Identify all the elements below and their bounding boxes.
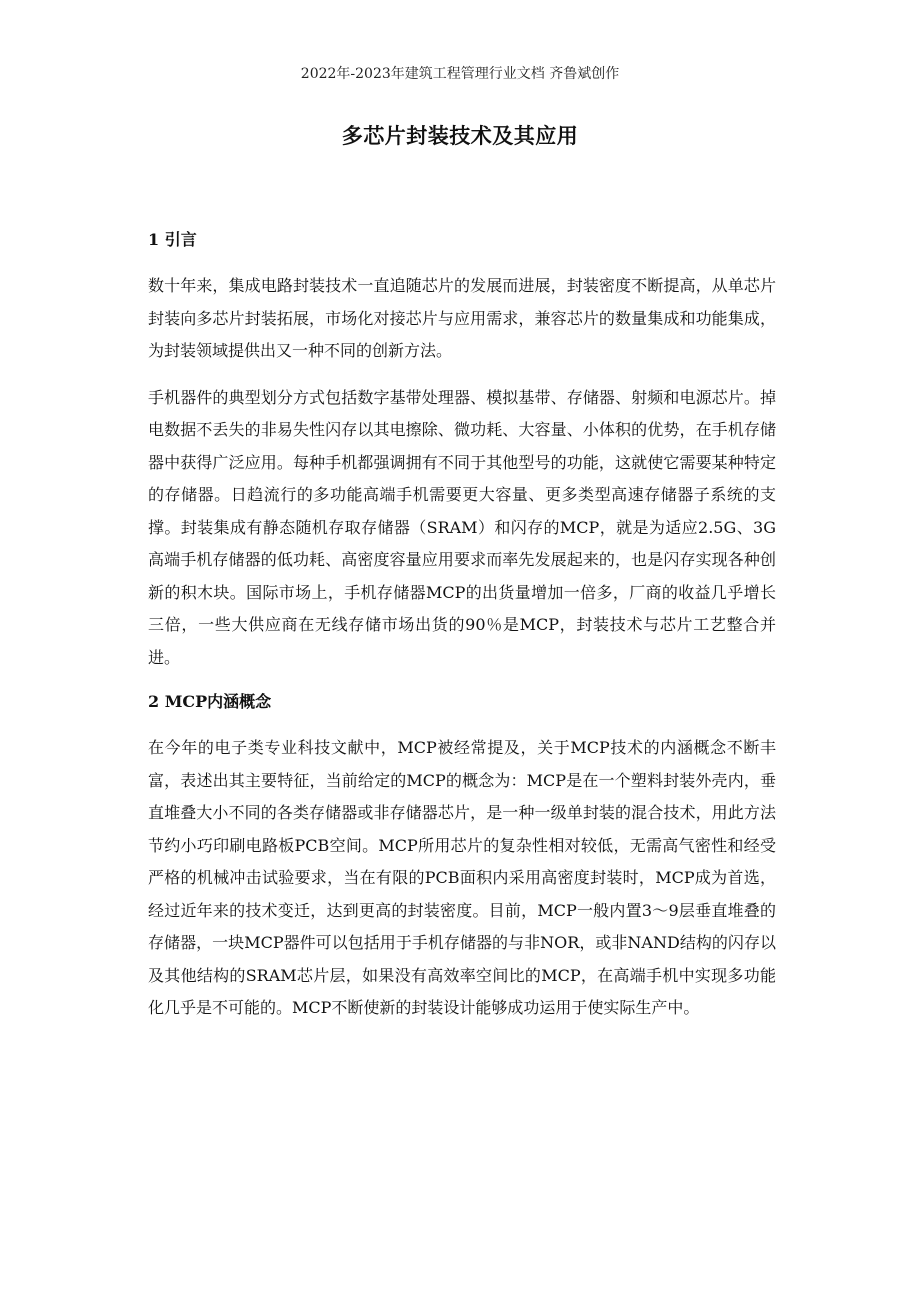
section-heading-mcp-concept: 2 MCP内涵概念: [148, 692, 272, 711]
paragraph: 手机器件的典型划分方式包括数字基带处理器、模拟基带、存储器、射频和电源芯片。掉电数据不丢失的非易失性闪存以其电擦除、微功耗、大容量、小体积的优势，在手机存储器中获得广泛应用。每种手机都强调拥有不同于其他型号的功能，这就使它需要某种特定的存储器。日趋流行的多功能高端手机需要更大容量、更多类型高速存储器子系统的支撑。封装集成有静态随机存取存储器（SRAM）和闪存的MCP，就是为适应2.5G、3G高端手机存储器的低功耗、高密度容量应用要求而率先发展起来的，也是闪存实现各种创新的积木块。国际市场上，手机存储器MCP的出货量增加一倍多，厂商的收益几乎增长三倍，一些大供应商在无线存储市场出货的90％是MCP，封装技术与芯片工艺整合并进。: [148, 387, 776, 667]
document-title: 多芯片封装技术及其应用: [341, 123, 579, 148]
paragraph: 在今年的电子类专业科技文献中，MCP被经常提及，关于MCP技术的内涵概念不断丰富，表述出其主要特征，当前给定的MCP的概念为：MCP是在一个塑料封装外壳内，垂直堆叠大小不同的各类存储器或非存储器芯片，是一种一级单封装的混合技术，用此方法节约小巧印刷电路板PCB空间。MCP所用芯片的复杂性相对较低，无需高气密性和经受严格的机械冲击试验要求，当在有限的PCB面积内采用高密度封装时，MCP成为首选，经过近年来的技术变迁，达到更高的封装密度。目前，MCP一般内置3～9层垂直堆叠的存储器，一块MCP器件可以包括用于手机存储器的与非NOR，或非NAND结构的闪存以及其他结构的SRAM芯片层，如果没有高效率空间比的MCP，在高端手机中实现多功能化几乎是不可能的。MCP不断使新的封装设计能够成功运用于使实际生产中。: [148, 738, 776, 1017]
section-heading-introduction: 1 引言: [148, 230, 197, 249]
page-header: 2022年-2023年建筑工程管理行业文档 齐鲁斌创作: [300, 66, 620, 82]
paragraph: 数十年来，集成电路封装技术一直追随芯片的发展而进展，封装密度不断提高，从单芯片封装向多芯片封装拓展，市场化对接芯片与应用需求，兼容芯片的数量集成和功能集成，为封装领域提供出又一种不同的创新方法。: [148, 276, 776, 360]
document-body: [148, 224, 776, 1025]
